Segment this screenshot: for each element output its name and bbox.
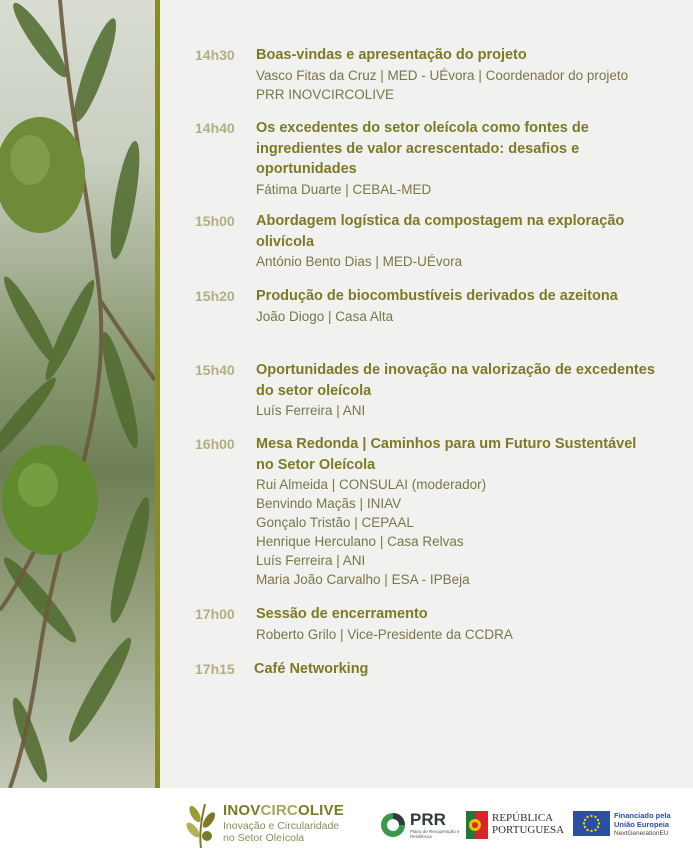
agenda-time: 17h00 bbox=[195, 606, 235, 622]
agenda-time: 17h15 bbox=[195, 661, 235, 677]
republica-text: REPÚBLICA PORTUGUESA bbox=[492, 812, 565, 836]
agenda-title: Oportunidades de inovação na valorização de excedentes do setor oleícola bbox=[256, 362, 655, 399]
agenda-speaker: Roberto Grilo | Vice-Presidente da CCDRA bbox=[256, 626, 513, 642]
prr-logo bbox=[380, 810, 460, 844]
agenda-speaker: Maria João Carvalho | ESA - IPBeja bbox=[256, 572, 470, 587]
agenda-speaker: Gonçalo Tristão | CEPAAL bbox=[256, 515, 414, 530]
eu-funding-logo bbox=[573, 808, 688, 844]
prr-subtitle: Plano de Recuperação e Resiliência bbox=[410, 829, 460, 839]
agenda-time: 16h00 bbox=[195, 436, 235, 452]
inov-brand-name: INOVCIRCOLIVE bbox=[223, 802, 344, 819]
portugal-emblem-icon bbox=[466, 811, 488, 839]
prr-mark-icon bbox=[380, 812, 406, 838]
agenda-speaker: Henrique Herculano | Casa Relvas bbox=[256, 534, 464, 549]
agenda-speaker: João Diogo | Casa Alta bbox=[256, 308, 394, 324]
agenda-time: 14h40 bbox=[195, 120, 235, 136]
agenda-time: 15h40 bbox=[195, 362, 235, 378]
agenda-title: Boas-vindas e apresentação do projeto bbox=[256, 47, 527, 63]
agenda-panel bbox=[160, 0, 693, 788]
agenda-speaker: Rui Almeida | CONSULAI (moderador) bbox=[256, 477, 487, 492]
agenda-time: 15h00 bbox=[195, 213, 235, 229]
agenda-speaker: António Bento Dias | MED-UÉvora bbox=[256, 254, 463, 269]
olive-branch-photo bbox=[0, 0, 155, 788]
agenda-speaker: Vasco Fitas da Cruz | MED - UÉvora | Coordenador do projeto PRR INOVCIRCOLIVE bbox=[256, 67, 629, 102]
inov-tagline: Inovação e Circularidade no Setor Oleícola bbox=[223, 820, 340, 844]
agenda-time: 15h20 bbox=[195, 288, 235, 304]
sponsor-footer bbox=[0, 788, 693, 859]
agenda-speaker: Luís Ferreira | ANI bbox=[256, 403, 366, 418]
agenda-title: Sessão de encerramento bbox=[256, 606, 428, 622]
agenda-title: Os excedentes do setor oleícola como fontes de ingredientes de valor acrescentado: desafios e oportunidades bbox=[256, 120, 589, 177]
eu-flag-icon bbox=[573, 811, 610, 836]
prr-label: PRR bbox=[410, 810, 446, 829]
agenda-title: Mesa Redonda | Caminhos para um Futuro Sustentável no Setor Oleícola bbox=[256, 436, 637, 473]
agenda-title: Café Networking bbox=[254, 661, 369, 677]
eu-funding-text: Financiado pela União Europeia NextGenerationEU bbox=[614, 811, 671, 837]
agenda-speaker: Benvindo Maçãs | INIAV bbox=[256, 496, 402, 511]
republica-portuguesa-logo bbox=[466, 808, 566, 844]
agenda-title: Produção de biocombustíveis derivados de azeitona bbox=[256, 288, 618, 304]
inovcircolive-logo bbox=[183, 800, 363, 848]
olive-sprig-icon bbox=[183, 800, 219, 850]
agenda-speaker: Fátima Duarte | CEBAL-MED bbox=[256, 181, 432, 197]
agenda-speaker: Luís Ferreira | ANI bbox=[256, 553, 366, 568]
agenda-title: Abordagem logística da compostagem na exploração olivícola bbox=[256, 213, 625, 250]
agenda-time: 14h30 bbox=[195, 47, 235, 63]
